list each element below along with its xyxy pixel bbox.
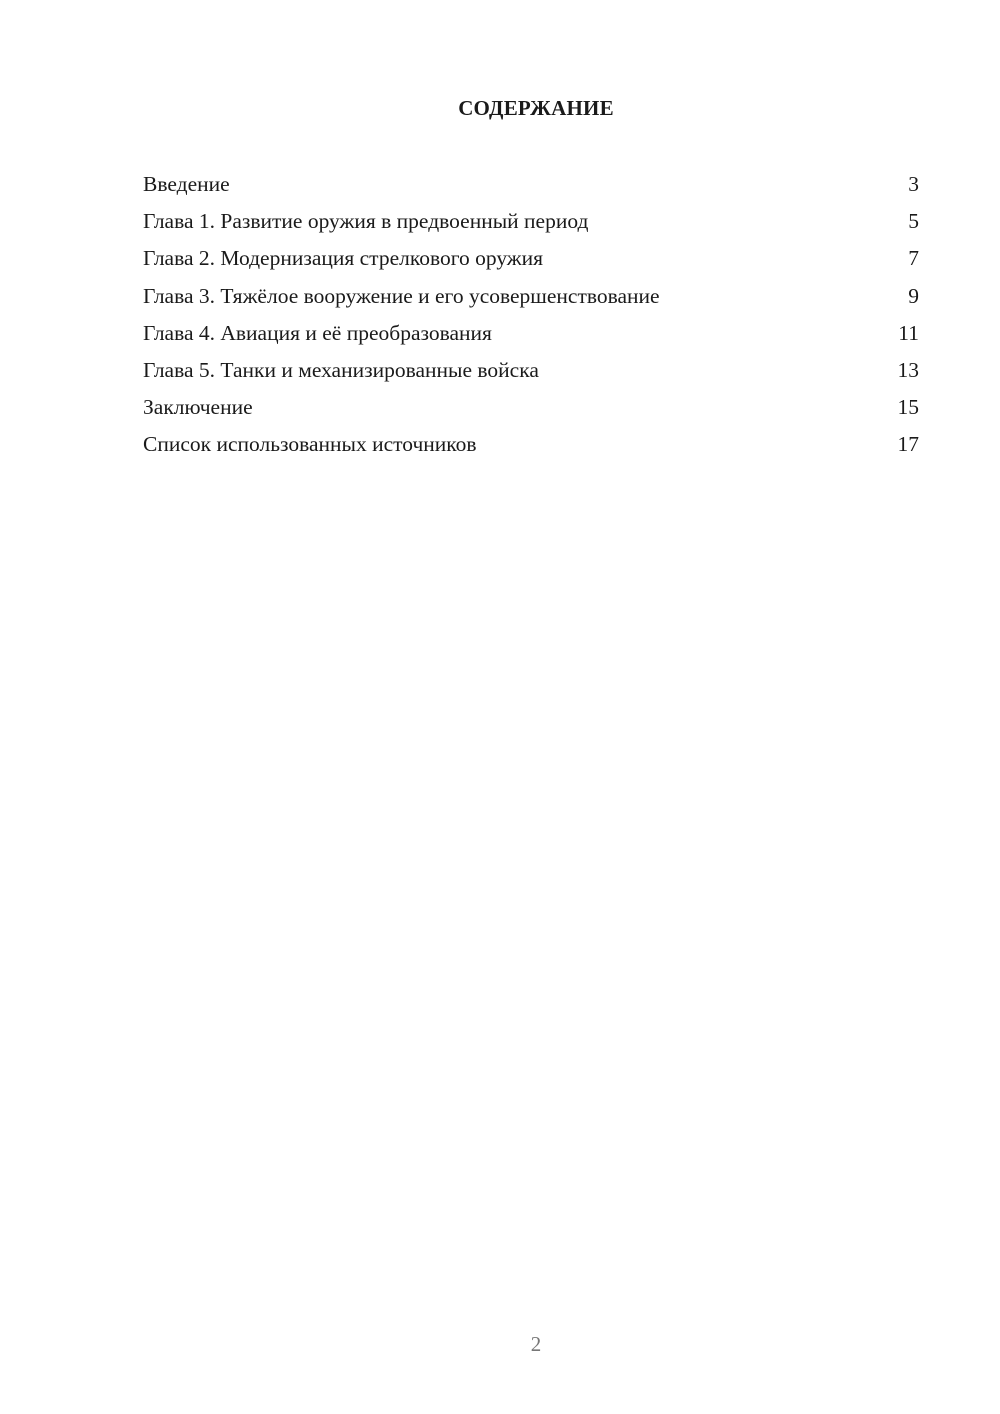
toc-entry-introduction (143, 166, 919, 203)
toc-entry-chapter-4 (143, 315, 919, 352)
toc-entry-label: Глава 3. Тяжёлое вооружение и его усовершенствование (143, 283, 660, 308)
toc-entry-page: 9 (908, 283, 919, 308)
toc-entry-page: 3 (908, 172, 919, 196)
toc-entry-chapter-1 (143, 203, 919, 240)
toc-entry-label: Глава 4. Авиация и её преобразования (143, 320, 492, 345)
toc-entry-page: 5 (908, 209, 919, 234)
page-title: СОДЕРЖАНИЕ (458, 96, 614, 120)
toc-entry-chapter-5 (143, 352, 919, 389)
toc-entry-label: Список использованных источников (143, 432, 477, 457)
table-of-contents (143, 166, 919, 464)
toc-entry-chapter-3 (143, 278, 919, 315)
toc-entry-page: 15 (897, 395, 919, 420)
toc-entry-references (143, 426, 919, 463)
toc-entry-page: 11 (898, 320, 919, 345)
toc-entry-label: Глава 5. Танки и механизированные войска (143, 357, 539, 382)
toc-entry-page: 7 (908, 246, 919, 271)
toc-entry-page: 13 (897, 357, 919, 382)
page-number: 2 (530, 1332, 542, 1356)
toc-entry-label: Введение (143, 172, 230, 196)
toc-entry-conclusion (143, 389, 919, 426)
toc-entry-label: Заключение (143, 395, 253, 420)
toc-entry-page: 17 (897, 432, 919, 457)
toc-entry-chapter-2 (143, 240, 919, 277)
toc-entry-label: Глава 1. Развитие оружия в предвоенный период (143, 209, 589, 234)
toc-entry-label: Глава 2. Модернизация стрелкового оружия (143, 246, 544, 271)
